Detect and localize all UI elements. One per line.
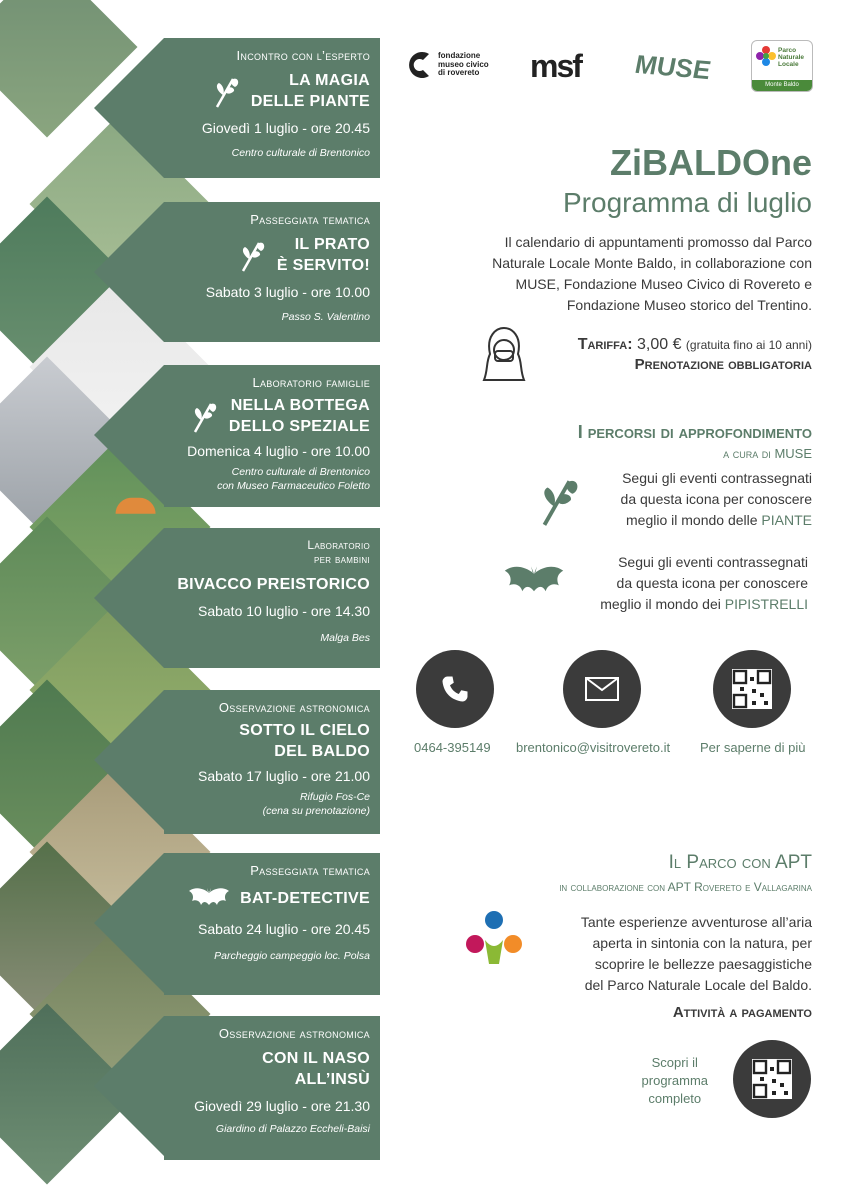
bat-icon [503, 562, 565, 600]
leaf-icon [538, 472, 582, 528]
event-title: DELLO SPEZIALE [228, 418, 370, 435]
event-date: Sabato 17 luglio - ore 21.00 [197, 768, 370, 784]
event-title: BIVACCO PREISTORICO [177, 576, 370, 593]
apt-text-line: del Parco Naturale Locale del Baldo. [584, 977, 812, 993]
percorsi-title: I percorsi di approfondimento [577, 422, 812, 442]
bats-line: meglio il mondo dei [600, 596, 721, 612]
plants-keyword: PIANTE [761, 512, 812, 528]
msf-logo: msf [530, 48, 581, 84]
event-category-line: per bambini [314, 552, 370, 566]
event-date: Giovedì 1 luglio - ore 20.45 [201, 120, 370, 136]
flower-icon [755, 45, 777, 67]
event-category-line: Laboratorio [307, 538, 370, 552]
intro-line: Il calendario di appuntamenti promosso dal Parco [504, 234, 812, 250]
event-category [172, 538, 370, 566]
event-place-line: (cena su prenotazione) [262, 805, 370, 817]
event-category: Laboratorio famiglie [252, 375, 370, 390]
parco-band: Monte Baldo [752, 80, 812, 91]
page-title: ZiBALDOne [610, 142, 812, 183]
event-card [164, 690, 380, 834]
event-place: Passo S. Valentino [281, 311, 370, 323]
leaf-icon [191, 398, 219, 434]
parco-logo [751, 40, 813, 92]
event-title: È SERVITO! [276, 257, 370, 274]
event-category: Passeggiata tematica [250, 863, 370, 878]
page-subtitle: Programma di luglio [563, 187, 812, 218]
discover-program[interactable] [642, 1054, 708, 1108]
phone-icon [440, 674, 470, 704]
plants-line: meglio il mondo delle [626, 512, 758, 528]
bat-icon [188, 885, 230, 911]
muse-logo: MUSE [635, 48, 711, 86]
event-title: DEL BALDO [274, 743, 370, 760]
percorsi-subtitle-org: MUSE [774, 446, 812, 461]
intro-line: MUSE, Fondazione Museo Civico di Rovereto e [515, 276, 812, 292]
apt-subtitle: in collaborazione con APT Rovereto e Vallagarina [559, 880, 812, 894]
booking-required: Prenotazione obbligatoria [634, 356, 812, 373]
event-date: Sabato 24 luglio - ore 20.45 [197, 921, 370, 937]
partner-logos [405, 40, 815, 90]
bats-text [600, 552, 808, 615]
logo-text: di rovereto [438, 68, 480, 78]
phone-button[interactable] [416, 650, 494, 728]
event-card [164, 202, 380, 342]
event-date: Domenica 4 luglio - ore 10.00 [187, 443, 370, 459]
fondazione-mark-icon [405, 50, 433, 80]
logo-text: Parco [778, 47, 797, 54]
logo-text: Locale [778, 61, 799, 68]
intro-text [492, 232, 812, 316]
event-title: ALL’INSÙ [294, 1071, 370, 1088]
event-title: CON IL NASO [262, 1050, 370, 1067]
event-category: Osservazione astronomica [218, 1026, 370, 1041]
apt-text-line: aperta in sintonia con la natura, per [592, 935, 812, 951]
event-title: NELLA BOTTEGA [230, 397, 370, 414]
event-title: BAT-DETECTIVE [240, 889, 370, 907]
apt-text [581, 912, 812, 996]
bats-line: Segui gli eventi contrassegnati [618, 554, 808, 570]
email-address[interactable]: brentonico@visitrovereto.it [516, 740, 671, 755]
event-title: LA MAGIA [289, 72, 370, 89]
logo-text: fondazione [438, 51, 481, 61]
event-category: Passeggiata tematica [250, 212, 370, 227]
percorsi-subtitle-prefix: a cura di [723, 446, 771, 461]
tariff-price: 3,00 € [636, 336, 682, 353]
apt-text-line: Tante esperienze avventurose all’aria [580, 914, 812, 930]
event-place [172, 465, 370, 493]
bats-keyword: PIPISTRELLI [724, 596, 808, 612]
event-place: Giardino di Palazzo Eccheli-Baisi [215, 1123, 370, 1135]
mask-person-icon [480, 326, 528, 382]
event-place-line: Rifugio Fos-Ce [299, 791, 370, 803]
event-category: Incontro con l’esperto [236, 48, 370, 63]
event-category: Osservazione astronomica [218, 700, 370, 715]
qr-info-button[interactable] [713, 650, 791, 728]
event-place-line: Centro culturale di Brentonico [231, 466, 370, 478]
phone-number[interactable]: 0464-395149 [414, 740, 491, 755]
bats-line: da questa icona per conoscere [616, 575, 808, 591]
event-column [38, 38, 380, 1160]
event-place [172, 790, 370, 818]
apt-logo-icon [463, 910, 525, 968]
leaf-icon [213, 73, 241, 109]
more-info-link[interactable]: Per saperne di più [700, 740, 806, 755]
tariff-label: Tariffa: [577, 336, 633, 353]
plants-line: da questa icona per conoscere [620, 491, 812, 507]
tariff-line [578, 336, 812, 354]
discover-line: Scopri il [651, 1055, 698, 1070]
envelope-icon [585, 677, 619, 701]
event-card [164, 528, 380, 668]
apt-title: Il Parco con APT [668, 852, 812, 873]
event-date: Giovedì 29 luglio - ore 21.30 [194, 1098, 370, 1114]
event-card [164, 38, 380, 178]
plants-text [621, 468, 812, 531]
percorsi-subtitle [723, 446, 812, 461]
event-place: Parcheggio campeggio loc. Polsa [214, 950, 370, 962]
qr-code-icon [752, 1059, 792, 1099]
tariff-note: (gratuita fino ai 10 anni) [685, 338, 812, 352]
qr-code-icon [732, 669, 772, 709]
event-title: SOTTO IL CIELO [239, 722, 370, 739]
event-card [164, 1016, 380, 1160]
logo-text: museo civico [438, 59, 489, 69]
event-card [164, 853, 380, 995]
event-card [164, 365, 380, 507]
plants-line: Segui gli eventi contrassegnati [622, 470, 812, 486]
event-title: DELLE PIANTE [250, 93, 370, 110]
discover-line: programma [641, 1073, 708, 1088]
intro-line: Fondazione Museo storico del Trentino. [566, 297, 812, 313]
event-title: IL PRATO [294, 236, 370, 253]
qr-program-button[interactable] [733, 1040, 811, 1118]
event-place-line: con Museo Farmaceutico Foletto [217, 480, 370, 492]
event-date: Sabato 3 luglio - ore 10.00 [205, 284, 370, 300]
leaf-icon [239, 237, 267, 273]
email-button[interactable] [563, 650, 641, 728]
logo-text: Naturale [778, 54, 805, 61]
discover-line: completo [648, 1091, 702, 1106]
paid-activity: Attività a pagamento [672, 1004, 812, 1021]
event-date: Sabato 10 luglio - ore 14.30 [197, 603, 370, 619]
event-place: Centro culturale di Brentonico [231, 147, 370, 159]
intro-line: Naturale Locale Monte Baldo, in collaborazione con [492, 255, 812, 271]
fondazione-logo [405, 50, 489, 80]
apt-text-line: scoprire le bellezze paesaggistiche [594, 956, 812, 972]
event-place: Malga Bes [320, 632, 370, 644]
